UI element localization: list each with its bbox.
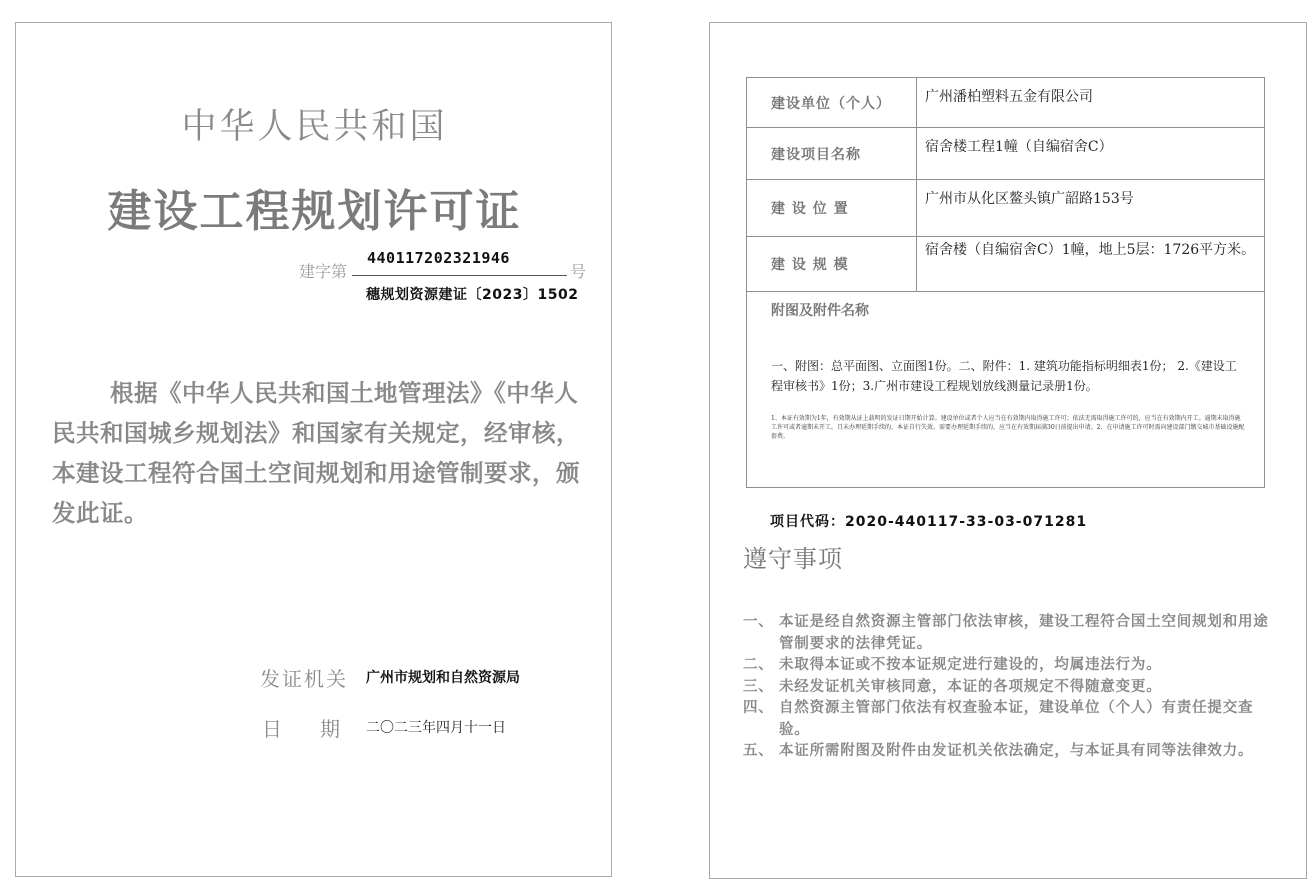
permit-title: 建设工程规划许可证: [107, 186, 522, 237]
row-value: 广州市从化区鳌头镇广韶路153号: [917, 180, 1265, 237]
country-title: 中华人民共和国: [181, 107, 448, 147]
table-row: [747, 180, 1265, 237]
row-label: 建 设 规 模: [747, 237, 917, 292]
permit-number: 440117202321946: [367, 249, 510, 267]
notice-number: 二、: [743, 657, 774, 673]
document-reference: 穗规划资源建证〔2023〕1502: [366, 287, 579, 303]
attachments-cell: [747, 292, 1265, 488]
date-label: [262, 713, 340, 742]
list-item: [743, 698, 1273, 741]
list-item: [743, 655, 1273, 677]
project-code: 项目代码：2020-440117-33-03-071281: [770, 514, 1088, 530]
row-value: 广州潘柏塑料五金有限公司: [917, 78, 1265, 128]
issuer-label: 发证机关: [260, 667, 348, 691]
row-label: 建 设 位 置: [747, 180, 917, 237]
row-value: 宿舍楼工程1幢（自编宿舍C）: [917, 128, 1265, 180]
row-label: 建设单位（个人）: [747, 78, 917, 128]
issuer-value: 广州市规划和自然资源局: [366, 670, 520, 686]
date-label-second: 期: [320, 717, 340, 741]
table-row: [747, 237, 1265, 292]
validity-note: 1、本证有效期为1年，有效期从证上载明的发证日期开始计算。建设单位或者个人应当在有效期内取得施工许可；依法无需取得施工许可的，应当在有效期内开工。逾期未取得施工许可或者逾期未开工，且未办理延期手续的，本证自行失效。需要办理延期手续的，应当在有效期届满30日前提出申请。2、在申请施工许可时需向建设部门缴交城市基础设施配套费。: [771, 415, 1245, 440]
list-item: [743, 741, 1273, 763]
notice-number: 五、: [743, 743, 774, 759]
permit-number-prefix: 建字第: [299, 262, 348, 281]
notice-list: [743, 612, 1273, 763]
project-info-table: [746, 77, 1265, 488]
row-label: 建设项目名称: [747, 128, 917, 180]
table-row: [747, 128, 1265, 180]
permit-front-page: [15, 22, 612, 877]
notice-text: 未经发证机关审核同意，本证的各项规定不得随意变更。: [779, 678, 1162, 695]
permit-number-underline: [352, 275, 567, 276]
legal-basis-paragraph: 根据《中华人民共和国土地管理法》《中华人民共和国城乡规划法》和国家有关规定，经审核，本建设工程符合国土空间规划和用途管制要求，颁发此证。: [52, 379, 580, 527]
date-label-first: 日: [262, 717, 282, 741]
permit-back-page: [709, 22, 1307, 879]
attachments-label: 附图及附件名称: [771, 303, 869, 319]
notice-number: 四、: [743, 700, 774, 716]
list-item: [743, 612, 1273, 655]
table-row: [747, 78, 1265, 128]
notice-text: 自然资源主管部门依法有权查验本证，建设单位（个人）有责任提交查验。: [779, 700, 1254, 738]
notice-text: 未取得本证或不按本证规定进行建设的，均属违法行为。: [779, 657, 1162, 673]
notice-title: 遵守事项: [743, 545, 843, 573]
notice-number: 一、: [743, 614, 774, 630]
list-item: [743, 677, 1273, 699]
attachments-content: 一、附图：总平面图、立面图1份。二、附件：1. 建筑功能指标明细表1份； 2.《建设工程审核书》1份；3.广州市建设工程规划放线测量记录册1份。: [771, 359, 1237, 393]
date-value: 二〇二三年四月十一日: [366, 720, 506, 736]
row-value: 宿舍楼（自编宿舍C）1幢，地上5层：1726平方米。: [917, 237, 1265, 292]
table-row-attachments: [747, 292, 1265, 488]
notice-text: 本证所需附图及附件由发证机关依法确定，与本证具有同等法律效力。: [779, 743, 1254, 759]
notice-text: 本证是经自然资源主管部门依法审核，建设工程符合国土空间规划和用途管制要求的法律凭证。: [779, 614, 1269, 652]
permit-number-suffix: 号: [570, 262, 587, 281]
notice-number: 三、: [743, 678, 774, 695]
